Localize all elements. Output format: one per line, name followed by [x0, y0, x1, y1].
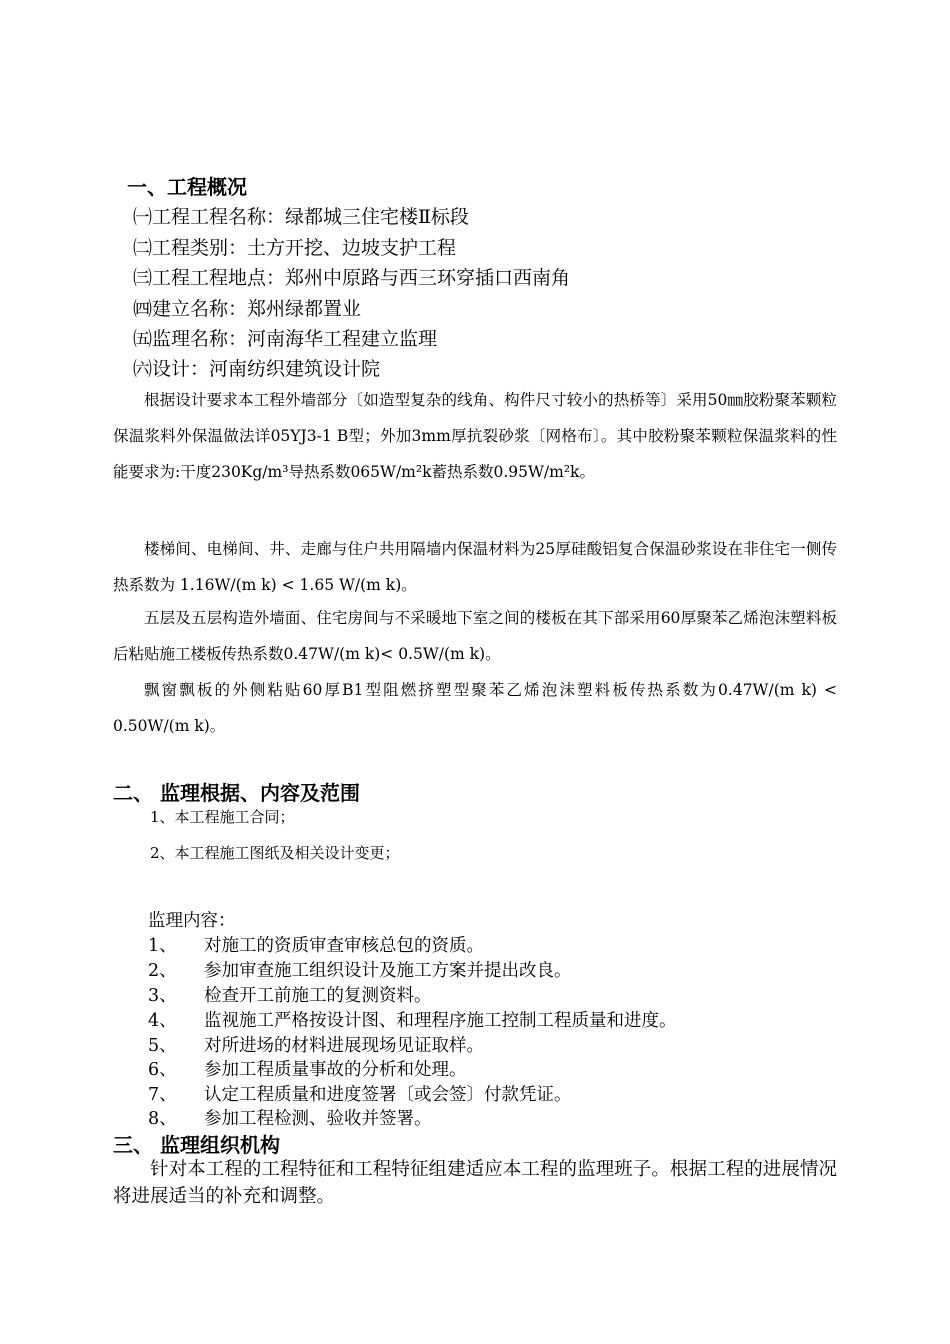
paragraph-organization: 针对本工程的工程特征和工程特征组建适应本工程的监理班子。根据工程的进展情况将进展适当的补充和调整。 — [113, 1159, 837, 1207]
section-3-heading: 三、 监理组织机构 — [113, 1133, 280, 1157]
paragraph-stairwell-insulation: 楼梯间、电梯间、井、走廊与住户共用隔墙内保温材料为25厚硅酸铝复合保温砂浆设在非住宅一侧传热系数为 1.16W/(m k) < 1.65 W/(m k)。 — [113, 540, 837, 594]
content-item: 5、 对所进场的材料进展现场见证取样。 — [148, 1036, 484, 1056]
content-item: 6、 参加工程质量事故的分析和处理。 — [148, 1060, 467, 1080]
overview-item-supervisor: ㈤监理名称：河南海华工程建立监理 — [133, 328, 438, 350]
section-1-heading: 一、工程概况 — [127, 175, 247, 199]
content-item: 7、 认定工程质量和进度签署〔或会签〕付款凭证。 — [148, 1085, 572, 1105]
overview-item-location: ㈢工程工程地点：郑州中原路与西三环穿插口西南角 — [133, 267, 571, 289]
basis-item-contract: 1、本工程施工合同； — [150, 808, 295, 826]
overview-item-builder: ㈣建立名称：郑州绿都置业 — [133, 298, 362, 320]
overview-item-category: ㈡工程类别：土方开挖、边坡支护工程 — [133, 237, 457, 259]
content-item: 2、 参加审查施工组织设计及施工方案并提出改良。 — [148, 961, 572, 981]
basis-item-drawings: 2、本工程施工图纸及相关设计变更； — [150, 844, 400, 862]
content-title: 监理内容： — [148, 911, 236, 931]
paragraph-exterior-insulation: 根据设计要求本工程外墙部分〔如造型复杂的线角、构件尺寸较小的热桥等〕采用50㎜胶粉聚苯颗粒保温浆料外保温做法详05YJ3-1 B型；外加3mm厚抗裂砂浆〔网格布〕。其中胶粉聚苯颗粒保温浆料的性能要求为:干度230Kg/m³导热系数065W/m²k蓄热系数0.95W/m²k。 — [113, 391, 837, 481]
overview-item-designer: ㈥设计：河南纺织建筑设计院 — [133, 358, 381, 380]
content-item: 4、 监视施工严格按设计图、和理程序施工控制工程质量和进度。 — [148, 1011, 677, 1031]
paragraph-floor-slab-insulation: 五层及五层构造外墙面、住宅房间与不采暖地下室之间的楼板在其下部采用60厚聚苯乙烯泡沫塑料板后粘贴施工楼板传热系数0.47W/(m k)< 0.5W/(m k)。 — [113, 609, 837, 663]
overview-item-project-name: ㈠工程工程名称：绿都城三住宅楼Ⅱ标段 — [133, 206, 469, 228]
content-item: 1、 对施工的资质审查审核总包的资质。 — [148, 936, 484, 956]
content-item: 3、 检查开工前施工的复测资料。 — [148, 986, 432, 1006]
content-item: 8、 参加工程检测、验收并签署。 — [148, 1109, 432, 1129]
section-2-heading: 二、 监理根据、内容及范围 — [113, 781, 360, 805]
paragraph-bay-window-insulation: 飘窗飘板的外侧粘贴60厚B1型阻燃挤塑型聚苯乙烯泡沫塑料板传热系数为0.47W/(m k) < 0.50W/(m k)。 — [113, 681, 837, 735]
